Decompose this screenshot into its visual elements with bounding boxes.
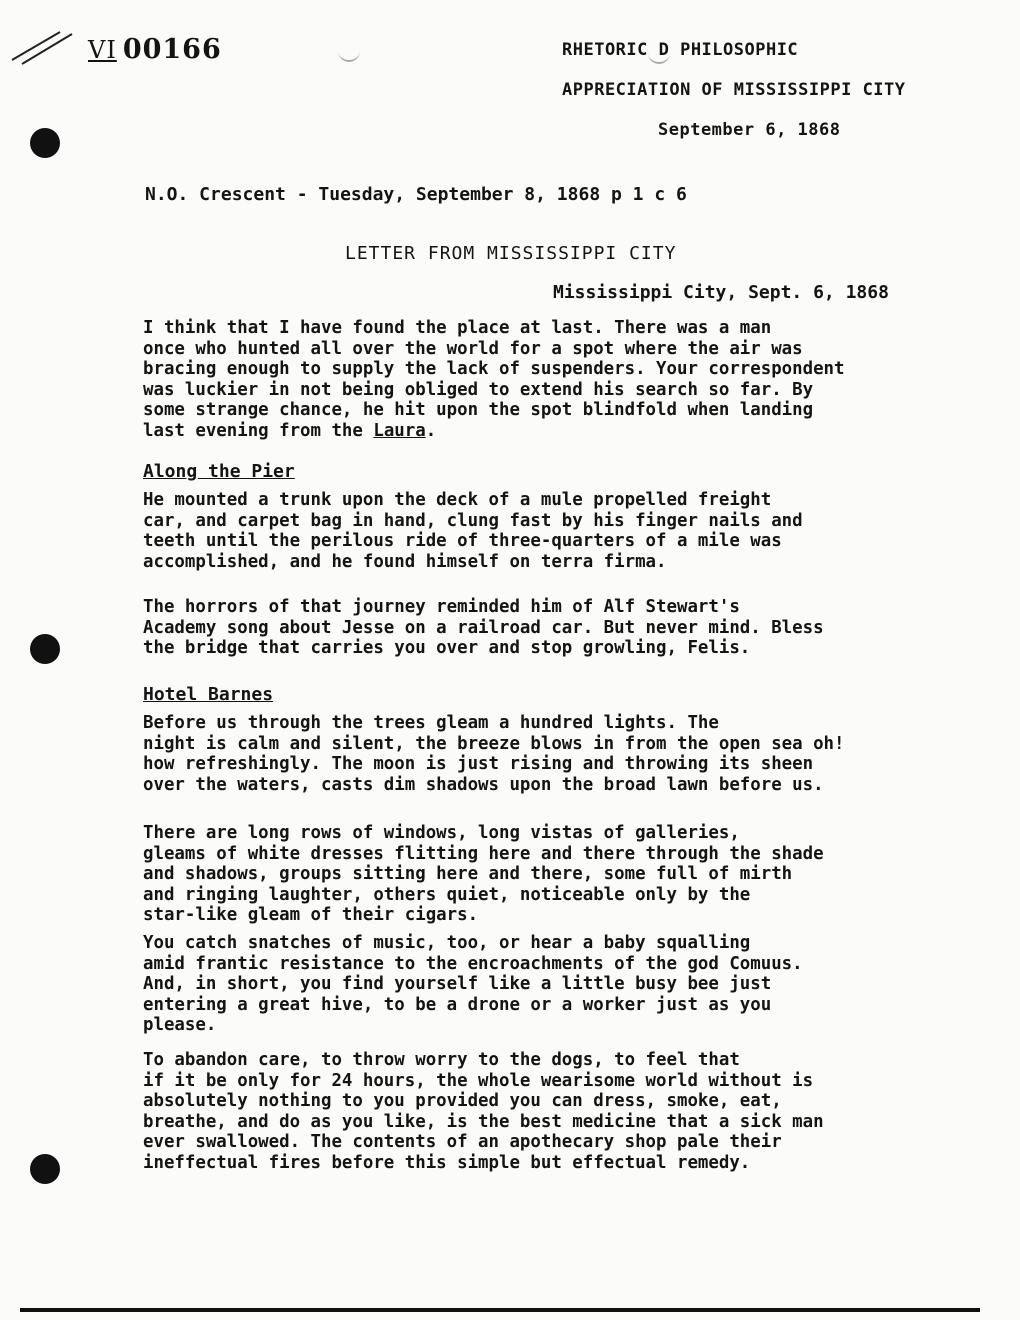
punch-hole bbox=[30, 634, 60, 664]
letter-title: LETTER FROM MISSISSIPPI CITY bbox=[345, 243, 677, 264]
paragraph-5: There are long rows of windows, long vistas of galleries, gleams of white dresses flitting here and there through the shade and shadows, groups sitting here and there, some full of mirth and ringing laughter, others quiet, noticeable only by the star-like gleam of their cigars. bbox=[143, 823, 824, 925]
subheading-hotel-barnes: Hotel Barnes bbox=[143, 684, 274, 705]
document-id-prefix: VI bbox=[88, 36, 117, 64]
ink-smudge bbox=[338, 50, 360, 62]
subheading-along-the-pier: Along the Pier bbox=[143, 461, 295, 482]
header-title-line1: RHETORIC D PHILOSOPHIC bbox=[562, 40, 799, 60]
paragraph-4: Before us through the trees gleam a hundred lights. The night is calm and silent, the breeze blows in from the open sea oh! how refreshingly. The moon is just rising and throwing its sheen over the waters, casts dim shadows upon the broad lawn before us. bbox=[143, 713, 845, 795]
paragraph-1-text: I think that I have found the place at last. There was a man once who hunted all over the world for a spot where the air was bracing enough to supply the lack of suspenders. Your correspondent was luckier in not being obliged to extend his search so far. By some strange chance, he hit upon the spot blindfold when landing last evening from the bbox=[143, 318, 845, 441]
header-title-line2: APPRECIATION OF MISSISSIPPI CITY bbox=[562, 80, 906, 100]
punch-hole bbox=[30, 1154, 60, 1184]
paragraph-7: To abandon care, to throw worry to the dogs, to feel that if it be only for 24 hours, the whole wearisome world without is absolutely nothing to you provided you can dress, smoke, eat, breathe, and do as you like, is the best medicine that a sick man ever swallowed. The contents of an apothecary shop pale their ineffectual fires before this simple but effectual remedy. bbox=[143, 1050, 824, 1173]
source-citation: N.O. Crescent - Tuesday, September 8, 1868 p 1 c 6 bbox=[145, 184, 687, 205]
document-id-number: 00166 bbox=[122, 34, 222, 65]
document-id bbox=[88, 34, 222, 65]
paragraph-1 bbox=[143, 318, 973, 441]
paragraph-6: You catch snatches of music, too, or hear a baby squalling amid frantic resistance to the encroachments of the god Comuus. And, in short, you find yourself like a little busy bee just entering a great hive, to be a drone or a worker just as you please. bbox=[143, 933, 803, 1035]
dateline: Mississippi City, Sept. 6, 1868 bbox=[553, 282, 889, 303]
page-bottom-edge bbox=[20, 1308, 980, 1312]
header-date: September 6, 1868 bbox=[658, 120, 841, 140]
pen-slash-marks bbox=[8, 26, 78, 66]
paragraph-2: He mounted a trunk upon the deck of a mule propelled freight car, and carpet bag in hand, clung fast by his finger nails and teeth until the perilous ride of three-quarters of a mile was accomplished, and he found himself on terra firma. bbox=[143, 490, 803, 572]
paragraph-3: The horrors of that journey reminded him of Alf Stewart's Academy song about Jesse on a railroad car. But never mind. Bless the bridge that carries you over and stop growling, Felis. bbox=[143, 597, 824, 658]
ship-name: Laura bbox=[373, 420, 426, 441]
paragraph-1-end: . bbox=[425, 420, 437, 441]
punch-hole bbox=[30, 128, 60, 158]
